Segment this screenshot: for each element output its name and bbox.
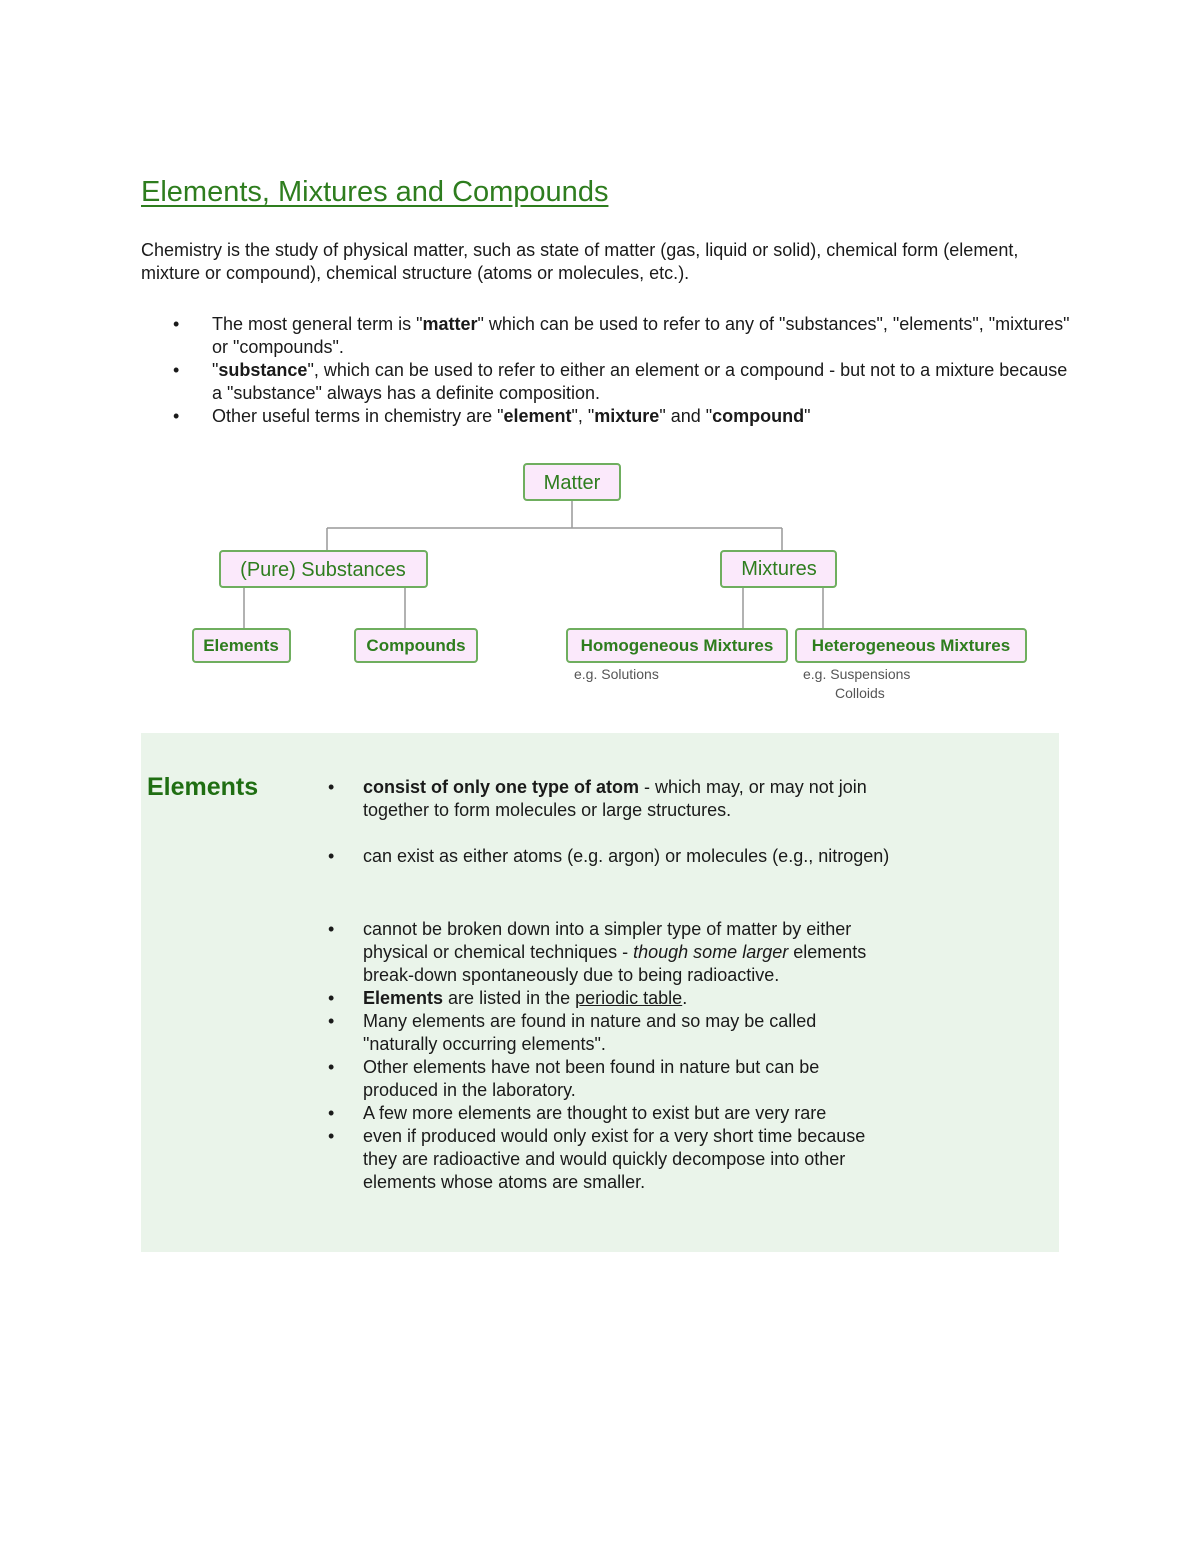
terms-list (141, 313, 1081, 428)
box-compounds (355, 629, 477, 662)
box-mixtures-label: Mixtures (741, 558, 817, 580)
list-item: • even if produced would only exist for a very short time because they are radioactive and would quickly decompose into other elements whose atoms are smaller. (292, 1125, 892, 1194)
list-item: • "substance", which can be used to refer to either an element or a compound - but not to a mixture because a "substance" always has a definite composition. (141, 359, 1081, 405)
elements-list-1 (292, 776, 892, 822)
box-homogeneous-label: Homogeneous Mixtures (580, 636, 774, 655)
intro-paragraph: Chemistry is the study of physical matter, such as state of matter (gas, liquid or solid), chemical form (element, mixture or compound), chemical structure (atoms or molecules, etc.). (141, 240, 1019, 283)
heterogeneous-example-2: Colloids (835, 685, 885, 701)
box-elements (193, 629, 290, 662)
heterogeneous-example: e.g. Suspensions (803, 666, 911, 682)
list-item: • A few more elements are thought to exist but are very rare (292, 1102, 892, 1125)
matter-classification-diagram (180, 455, 1040, 705)
box-substances-label: (Pure) Substances (240, 559, 406, 581)
list-item: • Many elements are found in nature and so may be called "naturally occurring elements". (292, 1010, 892, 1056)
box-heterogeneous (796, 629, 1026, 662)
elements-list-2 (292, 845, 892, 868)
box-mixtures (721, 551, 836, 587)
list-item: • cannot be broken down into a simpler type of matter by either physical or chemical techniques - though some larger elements break-down spontaneously due to being radioactive. (292, 918, 892, 987)
page-title: Elements, Mixtures and Compounds (141, 176, 609, 208)
list-item: • Elements are listed in the periodic table. (292, 987, 892, 1010)
box-matter (524, 464, 620, 500)
list-item: • consist of only one type of atom - which may, or may not join together to form molecules or large structures. (292, 776, 892, 822)
box-elements-label: Elements (203, 636, 279, 655)
list-item: • Other useful terms in chemistry are "element", "mixture" and "compound" (141, 405, 1081, 428)
box-substances (220, 551, 427, 587)
homogeneous-example: e.g. Solutions (574, 666, 659, 682)
box-matter-label: Matter (543, 472, 601, 494)
periodic-table-link[interactable]: periodic table (575, 988, 683, 1008)
box-heterogeneous-label: Heterogeneous Mixtures (811, 636, 1011, 655)
box-homogeneous (567, 629, 787, 662)
elements-list-3 (292, 918, 892, 1194)
list-item: • Other elements have not been found in nature but can be produced in the laboratory. (292, 1056, 892, 1102)
elements-heading: Elements (147, 773, 259, 801)
list-item: • can exist as either atoms (e.g. argon) or molecules (e.g., nitrogen) (292, 845, 892, 868)
list-item: • The most general term is "matter" which can be used to refer to any of "substances", "elements", "mixtures" or "compounds". (141, 313, 1081, 359)
box-compounds-label: Compounds (366, 636, 466, 655)
